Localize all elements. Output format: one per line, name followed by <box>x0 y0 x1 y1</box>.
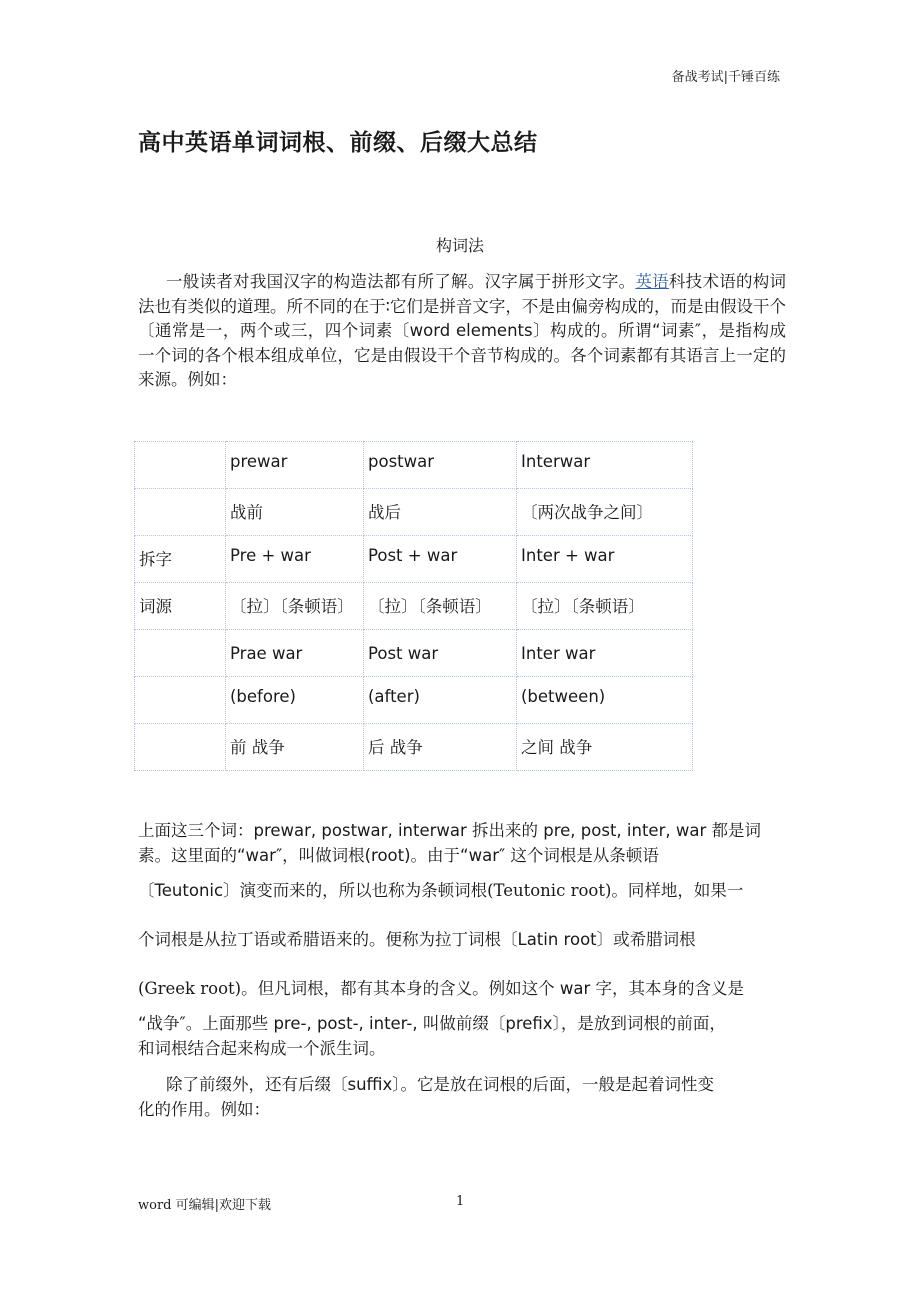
body-line <box>138 879 794 903</box>
body-line: 上面这三个词：prewar, postwar, interwar 拆出来的 pre, post, inter, war 都是词 <box>138 821 761 840</box>
teutonic-term: 〔Teutonic〕 <box>138 881 240 900</box>
header-tagline: 备战考试|千锤百练 <box>671 70 780 85</box>
table-cell: 之间 战争 <box>517 724 693 771</box>
body-line <box>138 977 794 1001</box>
table-row <box>135 677 693 724</box>
body-line: 化的作用。例如： <box>138 1100 270 1119</box>
body-line: 素。这里面的“war″，叫做词根(root)。由于“war″ 这个词根是从条顿语 <box>138 846 659 865</box>
body-line: 和词根结合起来构成一个派生词。 <box>138 1039 386 1058</box>
table-cell: Inter war <box>517 630 693 677</box>
table-cell: Inter + war <box>517 536 693 583</box>
table-cell: Interwar <box>517 442 693 489</box>
row-label-cell <box>135 724 226 771</box>
page-number: 1 <box>456 1194 465 1209</box>
table-cell: (before) <box>226 677 364 724</box>
table-cell: postwar <box>364 442 517 489</box>
table-cell: 战后 <box>364 489 517 536</box>
table-row <box>135 489 693 536</box>
table-cell: 〔拉〕〔条顿语〕 <box>364 583 517 630</box>
body-text: war 字，其本身的含义是 <box>554 979 744 998</box>
body-text: 个词根是从拉丁语或希腊语来的。便称为拉丁词根 <box>138 930 501 949</box>
intro-text-after: 科技术语的构词法也有类似的道理。所不同的在于∶它们是拼音文字，不是由偏旁构成的，而是由假设干个〔通常是一，两个或三，四个词素〔word elements〕构成的。所谓“词素″，是指构成一个词的各个根本组成单位，它是由假设干个音节构成的。各个词素都有其语言上一定的来源。例如： <box>138 272 787 389</box>
body-text: 演变而来的，所以也称为条顿词根(Teutonic root)。同样地，如果一 <box>239 881 744 900</box>
row-label-cell: 拆字 <box>135 536 226 583</box>
table-row <box>135 442 693 489</box>
table-row <box>135 536 693 583</box>
table-cell: Prae war <box>226 630 364 677</box>
table-cell: 战前 <box>226 489 364 536</box>
body-text: (Greek root)。但凡词根，都有其本身的含义。例如这个 <box>138 979 555 998</box>
table-cell: 〔拉〕〔条顿语〕 <box>226 583 364 630</box>
section-heading: 构词法 <box>435 236 484 255</box>
table-cell: (after) <box>364 677 517 724</box>
table-cell: 〔拉〕〔条顿语〕 <box>517 583 693 630</box>
table-row <box>135 583 693 630</box>
word-elements-table <box>134 441 693 771</box>
latin-root-term: 〔Latin root〕或希腊词根 <box>501 930 696 949</box>
row-label-cell <box>135 489 226 536</box>
table-cell: Post + war <box>364 536 517 583</box>
table-cell: 前 战争 <box>226 724 364 771</box>
english-link[interactable]: 英语 <box>635 272 669 291</box>
table-cell: Post war <box>364 630 517 677</box>
row-label-cell: 词源 <box>135 583 226 630</box>
table-row <box>135 630 693 677</box>
table-cell: (between) <box>517 677 693 724</box>
row-label-cell <box>135 630 226 677</box>
document-title: 高中英语单词词根、前缀、后缀大总结 <box>138 130 538 156</box>
body-line: “战争″。上面那些 pre-, post-, inter-, 叫做前缀〔prefix〕，是放到词根的前面， <box>138 1014 726 1033</box>
body-line: 除了前缀外，还有后缀〔suffix〕。它是放在词根的后面，一般是起着词性变 <box>166 1075 715 1094</box>
table-cell: 〔两次战争之间〕 <box>517 489 693 536</box>
footer-text: word 可编辑|欢迎下载 <box>138 1198 272 1213</box>
row-label-cell <box>135 677 226 724</box>
table-cell: prewar <box>226 442 364 489</box>
table-cell: 后 战争 <box>364 724 517 771</box>
body-line <box>138 928 794 952</box>
intro-text-before: 一般读者对我国汉字的构造法都有所了解。汉字属于拼形文字。 <box>166 272 636 291</box>
row-label-cell <box>135 442 226 489</box>
table-cell: Pre + war <box>226 536 364 583</box>
table-row <box>135 724 693 771</box>
intro-paragraph <box>138 270 786 393</box>
